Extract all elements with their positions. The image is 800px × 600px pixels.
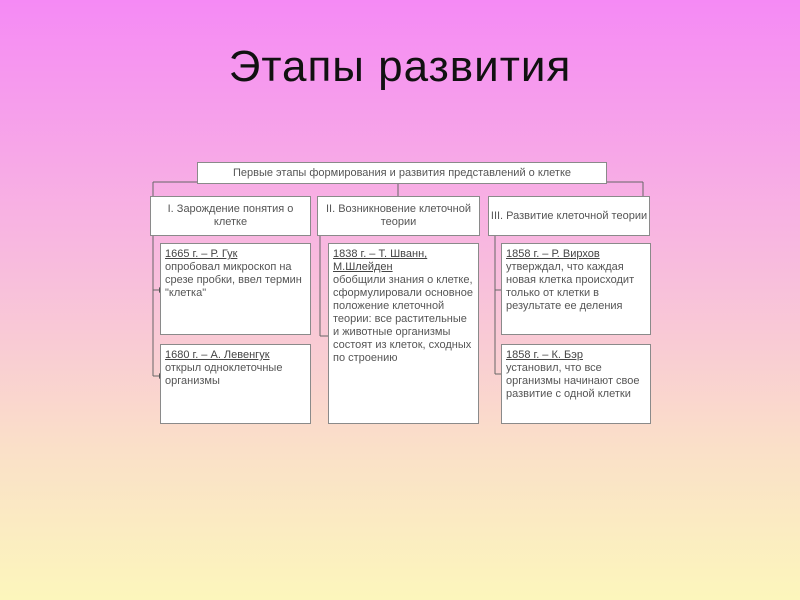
stage-1-box	[150, 196, 311, 236]
event-box-virchow	[501, 243, 651, 335]
event-text: опробовал микроскоп на срезе пробки, ввел термин "клетка"	[165, 261, 302, 299]
event-head: 1665 г. – Р. Гук	[165, 248, 238, 260]
stage-2-label: II. Возникновение клеточной теории	[325, 203, 472, 228]
stage-2-box	[317, 196, 480, 236]
event-head: 1838 г. – Т. Шванн, М.Шлейден	[333, 248, 428, 273]
event-text: установил, что все организмы начинают свое развитие с одной клетки	[506, 362, 640, 400]
event-head: 1858 г. – Р. Вирхов	[506, 248, 600, 260]
root-box	[197, 162, 607, 184]
event-box-leeuwenhoek	[160, 344, 311, 424]
event-text: открыл одноклеточные организмы	[165, 362, 283, 387]
stage-3-box	[488, 196, 650, 236]
event-box-baer	[501, 344, 651, 424]
event-head: 1680 г. – А. Левенгук	[165, 349, 270, 361]
event-box-schwann	[328, 243, 479, 424]
event-text: обобщили знания о клетке, сформулировали основное положение клеточной теории: все растительные и животные организмы состоят из клеток, сходных по строению	[333, 274, 473, 364]
event-box-hooke	[160, 243, 311, 335]
root-label: Первые этапы формирования и развития представлений о клетке	[232, 166, 572, 179]
event-head: 1858 г. – К. Бэр	[506, 349, 583, 361]
event-text: утверждал, что каждая новая клетка происходит только от клетки в результате ее деления	[506, 261, 635, 312]
stage-3-label: III. Развитие клеточной теории	[490, 209, 648, 222]
stage-1-label: I. Зарождение понятия о клетке	[167, 203, 294, 228]
slide-title: Этапы развития	[228, 42, 572, 91]
